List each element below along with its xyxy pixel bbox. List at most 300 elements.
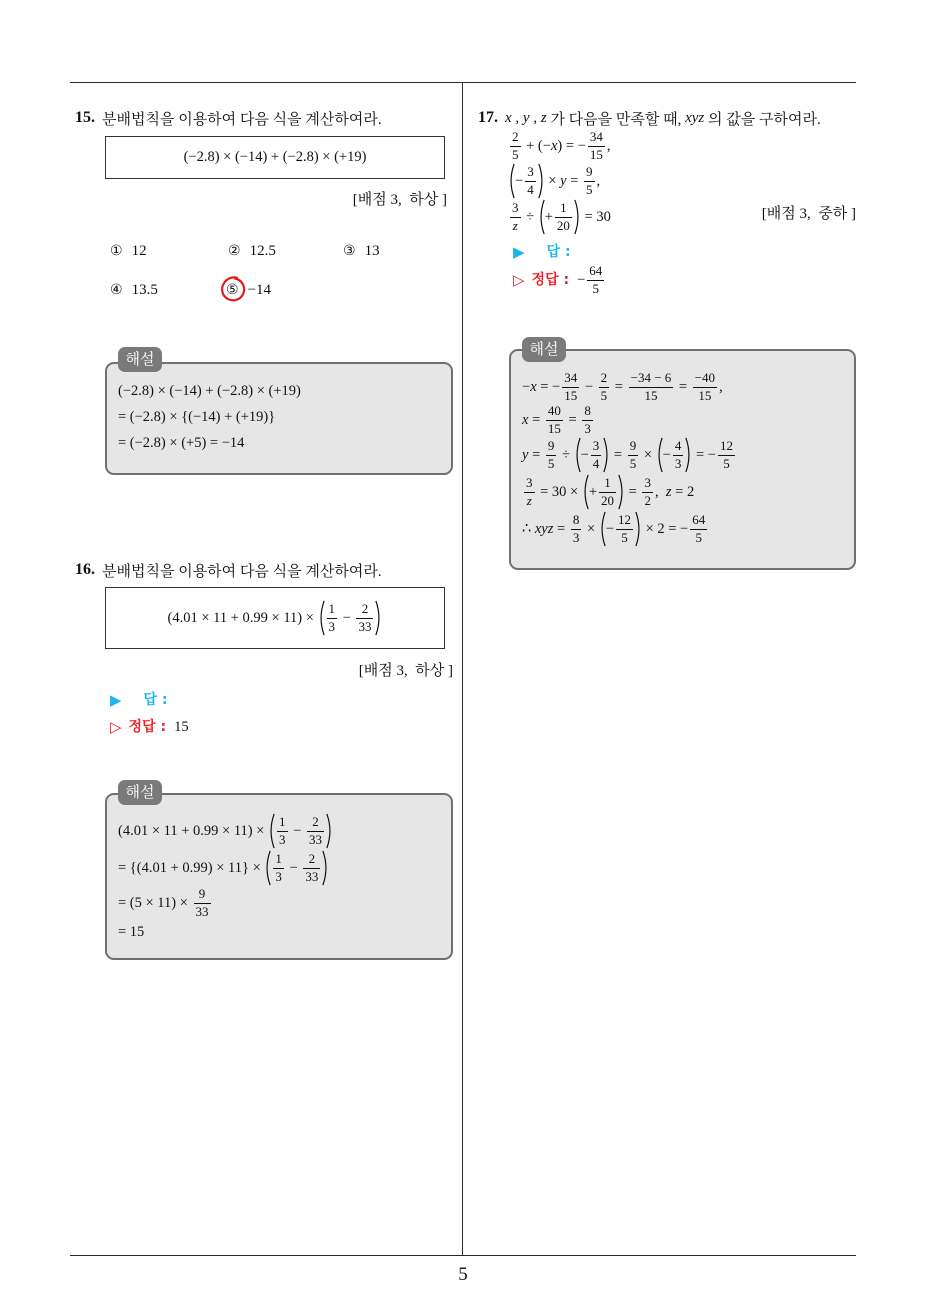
fraction-numerator: [356, 602, 373, 619]
fraction-denominator: [599, 493, 616, 509]
math-text: 5: [629, 455, 637, 471]
parenthesized-group: [264, 850, 329, 886]
math-text: 33: [358, 618, 372, 634]
choice-value: 13.5: [131, 282, 158, 298]
paren-glyph: [264, 850, 271, 886]
condition-line: [508, 199, 611, 235]
fraction-numerator: [555, 201, 572, 218]
fraction-numerator: [546, 439, 557, 456]
explanation-body: [522, 371, 737, 547]
math-text: 2: [512, 129, 519, 144]
choice-value: −14: [247, 282, 272, 298]
question-text: 분배법칙을 이용하여 다음 식을 계산하여라.: [102, 111, 382, 128]
explanation-line: [522, 404, 737, 436]
fraction-denominator: [525, 182, 536, 198]
math-text: ,: [654, 483, 666, 500]
expression-box: [105, 136, 445, 179]
parenthesized-group: [318, 600, 383, 636]
math-text: (−2.8) × (−14) + (−2.8) × (+19): [118, 383, 301, 399]
math-text: (4.01 × 11 + 0.99 × 11) ×: [167, 609, 318, 626]
right-paren: [375, 600, 382, 636]
math-text: 5: [586, 181, 593, 197]
answer-prompt-label: 답 :: [143, 692, 168, 708]
math-text: ÷: [522, 208, 538, 225]
fraction: [718, 439, 735, 471]
fraction: [273, 852, 284, 884]
fraction: [599, 476, 616, 508]
outline-triangle-icon: ▷: [110, 718, 122, 736]
math-text: 15: [698, 387, 712, 403]
fraction-numerator: [582, 404, 593, 421]
fraction-numerator: [599, 476, 616, 493]
fraction: [616, 513, 633, 545]
fraction-denominator: [327, 619, 338, 635]
math-text: 5: [723, 455, 730, 471]
math-variable: xyz: [534, 520, 554, 537]
choice-number: ④: [110, 282, 123, 298]
answer-prompt: [110, 690, 168, 710]
paren-glyph: [538, 199, 545, 235]
fraction: [277, 815, 288, 847]
fraction: [356, 602, 373, 634]
explanation-line: [522, 437, 737, 473]
fraction-denominator: [277, 832, 288, 848]
math-text: 15: [547, 420, 561, 436]
right-paren: [685, 437, 692, 473]
math-text: 3: [279, 831, 286, 847]
fraction: [587, 264, 604, 296]
fraction-numerator: [562, 371, 579, 388]
math-text: 9: [198, 886, 206, 901]
fraction-numerator: [524, 476, 535, 493]
math-text: ,: [529, 109, 541, 126]
explanation-body: [118, 813, 333, 945]
math-text: 15: [174, 719, 189, 735]
choice-1: [110, 241, 147, 261]
math-variable: z: [526, 492, 532, 508]
math-text: −40: [694, 370, 716, 385]
parenthesized-group: [268, 813, 333, 849]
fraction-denominator: [628, 456, 639, 472]
fraction-numerator: [510, 201, 521, 218]
right-paren: [326, 813, 333, 849]
fraction: [571, 513, 582, 545]
math-text: −: [581, 378, 597, 395]
math-text: 8: [584, 403, 591, 418]
parenthesized-group: [599, 511, 642, 547]
math-variable: x: [530, 378, 537, 395]
math-text: 5: [592, 280, 600, 296]
fraction: [303, 852, 320, 884]
explanation-line: [118, 813, 333, 849]
fraction: [690, 513, 707, 545]
fraction-numerator: [599, 371, 610, 388]
math-text: −: [289, 822, 305, 839]
fraction-denominator: [194, 904, 211, 920]
math-text: −: [339, 609, 355, 626]
math-text: 5: [695, 529, 702, 545]
paren-glyph: [656, 437, 663, 473]
fraction-denominator: [273, 869, 284, 885]
math-text: 3: [592, 438, 600, 453]
explanation-box: [105, 793, 453, 960]
fraction: [588, 130, 605, 162]
math-variable: z: [540, 109, 547, 126]
paren-glyph: [375, 600, 382, 636]
fraction-denominator: [307, 832, 324, 848]
fraction-denominator: [629, 388, 674, 404]
math-text: ,: [606, 137, 611, 154]
choice-number: ③: [343, 243, 356, 259]
math-text: 1: [275, 851, 282, 866]
math-variable: y: [560, 172, 567, 189]
problem-15-header: [75, 107, 382, 129]
math-text: 15: [589, 146, 603, 162]
parenthesized-group: [538, 199, 581, 235]
math-text: = (−2.8) × {(−14) + (+19)}: [118, 409, 276, 425]
math-text: (−2.8) × (−14) + (−2.8) × (+19): [183, 149, 367, 165]
outline-triangle-icon: ▷: [513, 271, 525, 289]
fraction-numerator: [587, 264, 604, 281]
fraction-numerator: [693, 371, 717, 388]
explanation-line: [522, 511, 737, 547]
fraction: [546, 439, 557, 471]
fraction: [582, 404, 593, 436]
fraction: [673, 439, 684, 471]
fraction: [327, 602, 338, 634]
question-text: 분배법칙을 이용하여 다음 식을 계산하여라.: [102, 563, 382, 580]
parenthesized-group: [508, 163, 545, 199]
expression: [184, 149, 367, 166]
fraction: [584, 165, 595, 197]
answer-reveal-label: 정답 :: [128, 719, 167, 735]
math-text: 3: [512, 200, 519, 215]
fraction-numerator: [194, 887, 211, 904]
column-divider: [462, 82, 463, 1256]
math-text: 12: [617, 512, 631, 527]
right-paren: [635, 511, 642, 547]
fraction-denominator: [588, 147, 605, 163]
math-text: ∴: [522, 520, 535, 537]
fraction-numerator: [588, 130, 605, 147]
math-text: = 30 ×: [536, 483, 582, 500]
math-variable: x: [550, 137, 558, 154]
math-text: =: [566, 172, 582, 189]
choice-number: ⑤: [226, 280, 239, 300]
math-text: 3: [328, 618, 336, 634]
left-paren: [574, 437, 581, 473]
explanation-box: [105, 362, 453, 475]
math-variable: x: [505, 109, 512, 126]
math-text: 1: [560, 200, 567, 215]
math-text: ,: [596, 172, 601, 189]
choice-value: 13: [364, 243, 380, 259]
fraction: [194, 887, 211, 919]
math-text: = 2: [671, 483, 695, 500]
explanation-line: [118, 920, 333, 945]
explanation-line: [118, 887, 333, 919]
fraction-denominator: [303, 869, 320, 885]
paren-glyph: [318, 600, 325, 636]
math-text: 1: [604, 475, 611, 490]
math-text: =: [553, 520, 569, 537]
left-paren: [508, 163, 515, 199]
choice-5: [226, 280, 271, 300]
math-text: 12: [719, 438, 733, 453]
fraction: [693, 371, 717, 403]
fraction-numerator: [629, 371, 674, 388]
choice-value: 12: [131, 243, 147, 259]
math-text: 3: [584, 420, 591, 436]
fraction-numerator: [273, 852, 284, 869]
math-text: =: [564, 411, 581, 428]
fraction: [629, 371, 674, 403]
page-number: 5: [458, 1264, 468, 1285]
math-text: 4: [674, 438, 682, 453]
math-text: ×: [583, 520, 599, 537]
math-text: 40: [547, 403, 561, 418]
math-text: −: [515, 172, 524, 189]
top-rule: [70, 82, 856, 83]
problem-16-header: [75, 559, 382, 581]
math-text: 34: [589, 129, 603, 144]
condition-line: [508, 129, 611, 163]
math-variable: z: [665, 483, 672, 500]
fraction-numerator: [628, 439, 639, 456]
parenthesized-content: [515, 163, 538, 199]
math-text: 15: [564, 387, 578, 403]
explanation-line: [522, 371, 737, 403]
math-text: = (5 × 11) ×: [118, 894, 192, 911]
problem-number: 16.: [75, 561, 95, 578]
fraction-denominator: [562, 388, 579, 404]
math-text: −: [605, 520, 614, 537]
left-paren: [599, 511, 606, 547]
fraction-denominator: [690, 530, 707, 546]
fraction-numerator: [303, 852, 320, 869]
math-variable: y: [522, 446, 529, 463]
fraction-denominator: [591, 456, 602, 472]
fraction-denominator: [571, 530, 582, 546]
explanation-line: [118, 379, 301, 404]
paren-glyph: [599, 511, 606, 547]
parenthesized-content: [271, 850, 322, 886]
fraction: [642, 476, 653, 508]
paren-glyph: [685, 437, 692, 473]
math-text: ÷: [558, 446, 574, 463]
fraction: [562, 371, 579, 403]
condition-line: [508, 163, 611, 199]
fraction-numerator: [642, 476, 653, 493]
left-paren: [268, 813, 275, 849]
answer-value: [174, 717, 189, 737]
math-text: 64: [589, 263, 603, 278]
explanation-tab: 해설: [118, 780, 162, 805]
math-text: 5: [547, 455, 555, 471]
math-text: 가 다음을 만족할 때,: [546, 111, 686, 128]
fraction-numerator: [571, 513, 582, 530]
explanation-tab: 해설: [522, 337, 566, 362]
math-text: =: [610, 446, 626, 463]
parenthesized-content: [663, 437, 686, 473]
right-paren: [538, 163, 545, 199]
math-text: 33: [308, 831, 322, 847]
expression-box: [105, 587, 445, 649]
fraction-numerator: [525, 165, 536, 182]
paren-glyph: [574, 199, 581, 235]
math-text: 34: [564, 370, 578, 385]
right-paren: [322, 850, 329, 886]
math-variable: y: [522, 109, 530, 126]
math-text: 5: [621, 529, 628, 545]
fraction-numerator: [673, 439, 684, 456]
math-text: 3: [572, 529, 580, 545]
math-text: ×: [640, 446, 656, 463]
fraction: [510, 130, 521, 162]
points-label: [배점 3, 중하 ]: [761, 206, 856, 222]
answer-reveal-label: 정답 :: [531, 272, 570, 288]
math-text: −: [285, 859, 302, 876]
math-text: 2: [361, 601, 369, 616]
problem-17-header: [478, 107, 821, 129]
answer-reveal: [110, 717, 189, 737]
problem-number: 15.: [75, 109, 95, 126]
paren-glyph: [618, 474, 625, 510]
explanation-body: [118, 379, 301, 456]
answer-prompt: [513, 242, 571, 262]
explanation-line: [118, 405, 301, 430]
fraction-denominator: [584, 182, 595, 198]
math-text: 3: [644, 475, 651, 490]
fraction-denominator: [510, 218, 521, 234]
choice-3: [343, 241, 380, 261]
math-text: =: [625, 483, 641, 500]
math-text: × 2 = −: [641, 520, 689, 537]
explanation-line: [118, 431, 301, 456]
fraction-denominator: [356, 619, 373, 635]
math-text: 20: [556, 217, 570, 233]
math-text: −: [662, 446, 671, 463]
choice-4: [110, 280, 158, 300]
fraction-denominator: [718, 456, 735, 472]
math-variable: xyz: [685, 109, 705, 126]
fraction-numerator: [307, 815, 324, 832]
math-text: 9: [629, 438, 637, 453]
fraction: [591, 439, 602, 471]
paren-glyph: [574, 437, 581, 473]
points-label: [배점 3, 하상 ]: [352, 192, 447, 208]
math-text: ) = −: [557, 137, 586, 154]
fraction-denominator: [642, 493, 653, 509]
fraction-denominator: [546, 456, 557, 472]
fraction-numerator: [591, 439, 602, 456]
fraction-denominator: [587, 281, 604, 297]
math-variable: x: [522, 411, 529, 428]
math-text: 3: [526, 475, 533, 490]
paren-glyph: [508, 163, 515, 199]
fraction-denominator: [693, 388, 717, 404]
fraction: [555, 201, 572, 233]
math-text: = 30: [580, 208, 611, 225]
math-text: ×: [544, 172, 561, 189]
parenthesized-content: [545, 199, 574, 235]
choice-value: 12.5: [249, 243, 276, 259]
right-paren: [603, 437, 610, 473]
math-text: 33: [195, 903, 209, 919]
right-paren: [574, 199, 581, 235]
parenthesized-group: [582, 474, 625, 510]
math-text: 5: [600, 387, 608, 403]
math-text: 9: [586, 164, 593, 179]
left-paren: [582, 474, 589, 510]
choice-number: ②: [228, 243, 241, 259]
points-label: [배점 3, 하상 ]: [358, 663, 453, 679]
parenthesized-group: [656, 437, 693, 473]
answer-value: [577, 264, 606, 296]
fraction: [524, 476, 535, 508]
answer-prompt-label: 답 :: [546, 244, 571, 260]
math-text: 1: [328, 601, 336, 616]
math-text: =: [675, 378, 691, 395]
math-text: −: [522, 378, 531, 395]
math-text: + (−: [522, 137, 551, 154]
parenthesized-content: [581, 437, 604, 473]
paren-glyph: [635, 511, 642, 547]
math-variable: z: [512, 217, 518, 233]
math-text: = (−2.8) × (+5) = −14: [118, 435, 245, 451]
math-text: 64: [692, 512, 706, 527]
math-text: = −: [536, 378, 561, 395]
math-text: (4.01 × 11 + 0.99 × 11) ×: [118, 822, 269, 839]
fraction-numerator: [616, 513, 633, 530]
parenthesized-group: [574, 437, 611, 473]
math-text: =: [528, 446, 544, 463]
fraction: [307, 815, 324, 847]
selection-circle-mark: [218, 274, 248, 304]
math-text: = −: [692, 446, 716, 463]
math-text: 4: [592, 455, 600, 471]
problem-number: 17.: [478, 109, 498, 126]
explanation-box: [509, 349, 856, 570]
math-text: = {(4.01 + 0.99) × 11} ×: [118, 859, 265, 876]
math-text: 1: [279, 814, 286, 829]
left-paren: [656, 437, 663, 473]
fraction-denominator: [616, 530, 633, 546]
math-text: 2: [600, 370, 608, 385]
left-paren: [264, 850, 271, 886]
conditions: [508, 129, 611, 235]
explanation-line: [522, 474, 737, 510]
choice-number: ①: [110, 243, 123, 259]
math-text: −: [577, 272, 586, 288]
fraction-denominator: [524, 493, 535, 509]
paren-glyph: [582, 474, 589, 510]
paren-glyph: [603, 437, 610, 473]
math-text: 5: [512, 146, 519, 162]
fraction: [510, 201, 521, 233]
fraction-numerator: [690, 513, 707, 530]
fraction: [628, 439, 639, 471]
fraction-numerator: [546, 404, 563, 421]
math-text: +: [588, 483, 598, 500]
paren-glyph: [322, 850, 329, 886]
math-text: =: [528, 411, 544, 428]
fraction-denominator: [546, 421, 563, 437]
fraction: [546, 404, 563, 436]
parenthesized-content: [325, 600, 376, 636]
math-text: 8: [572, 512, 580, 527]
fraction: [599, 371, 610, 403]
